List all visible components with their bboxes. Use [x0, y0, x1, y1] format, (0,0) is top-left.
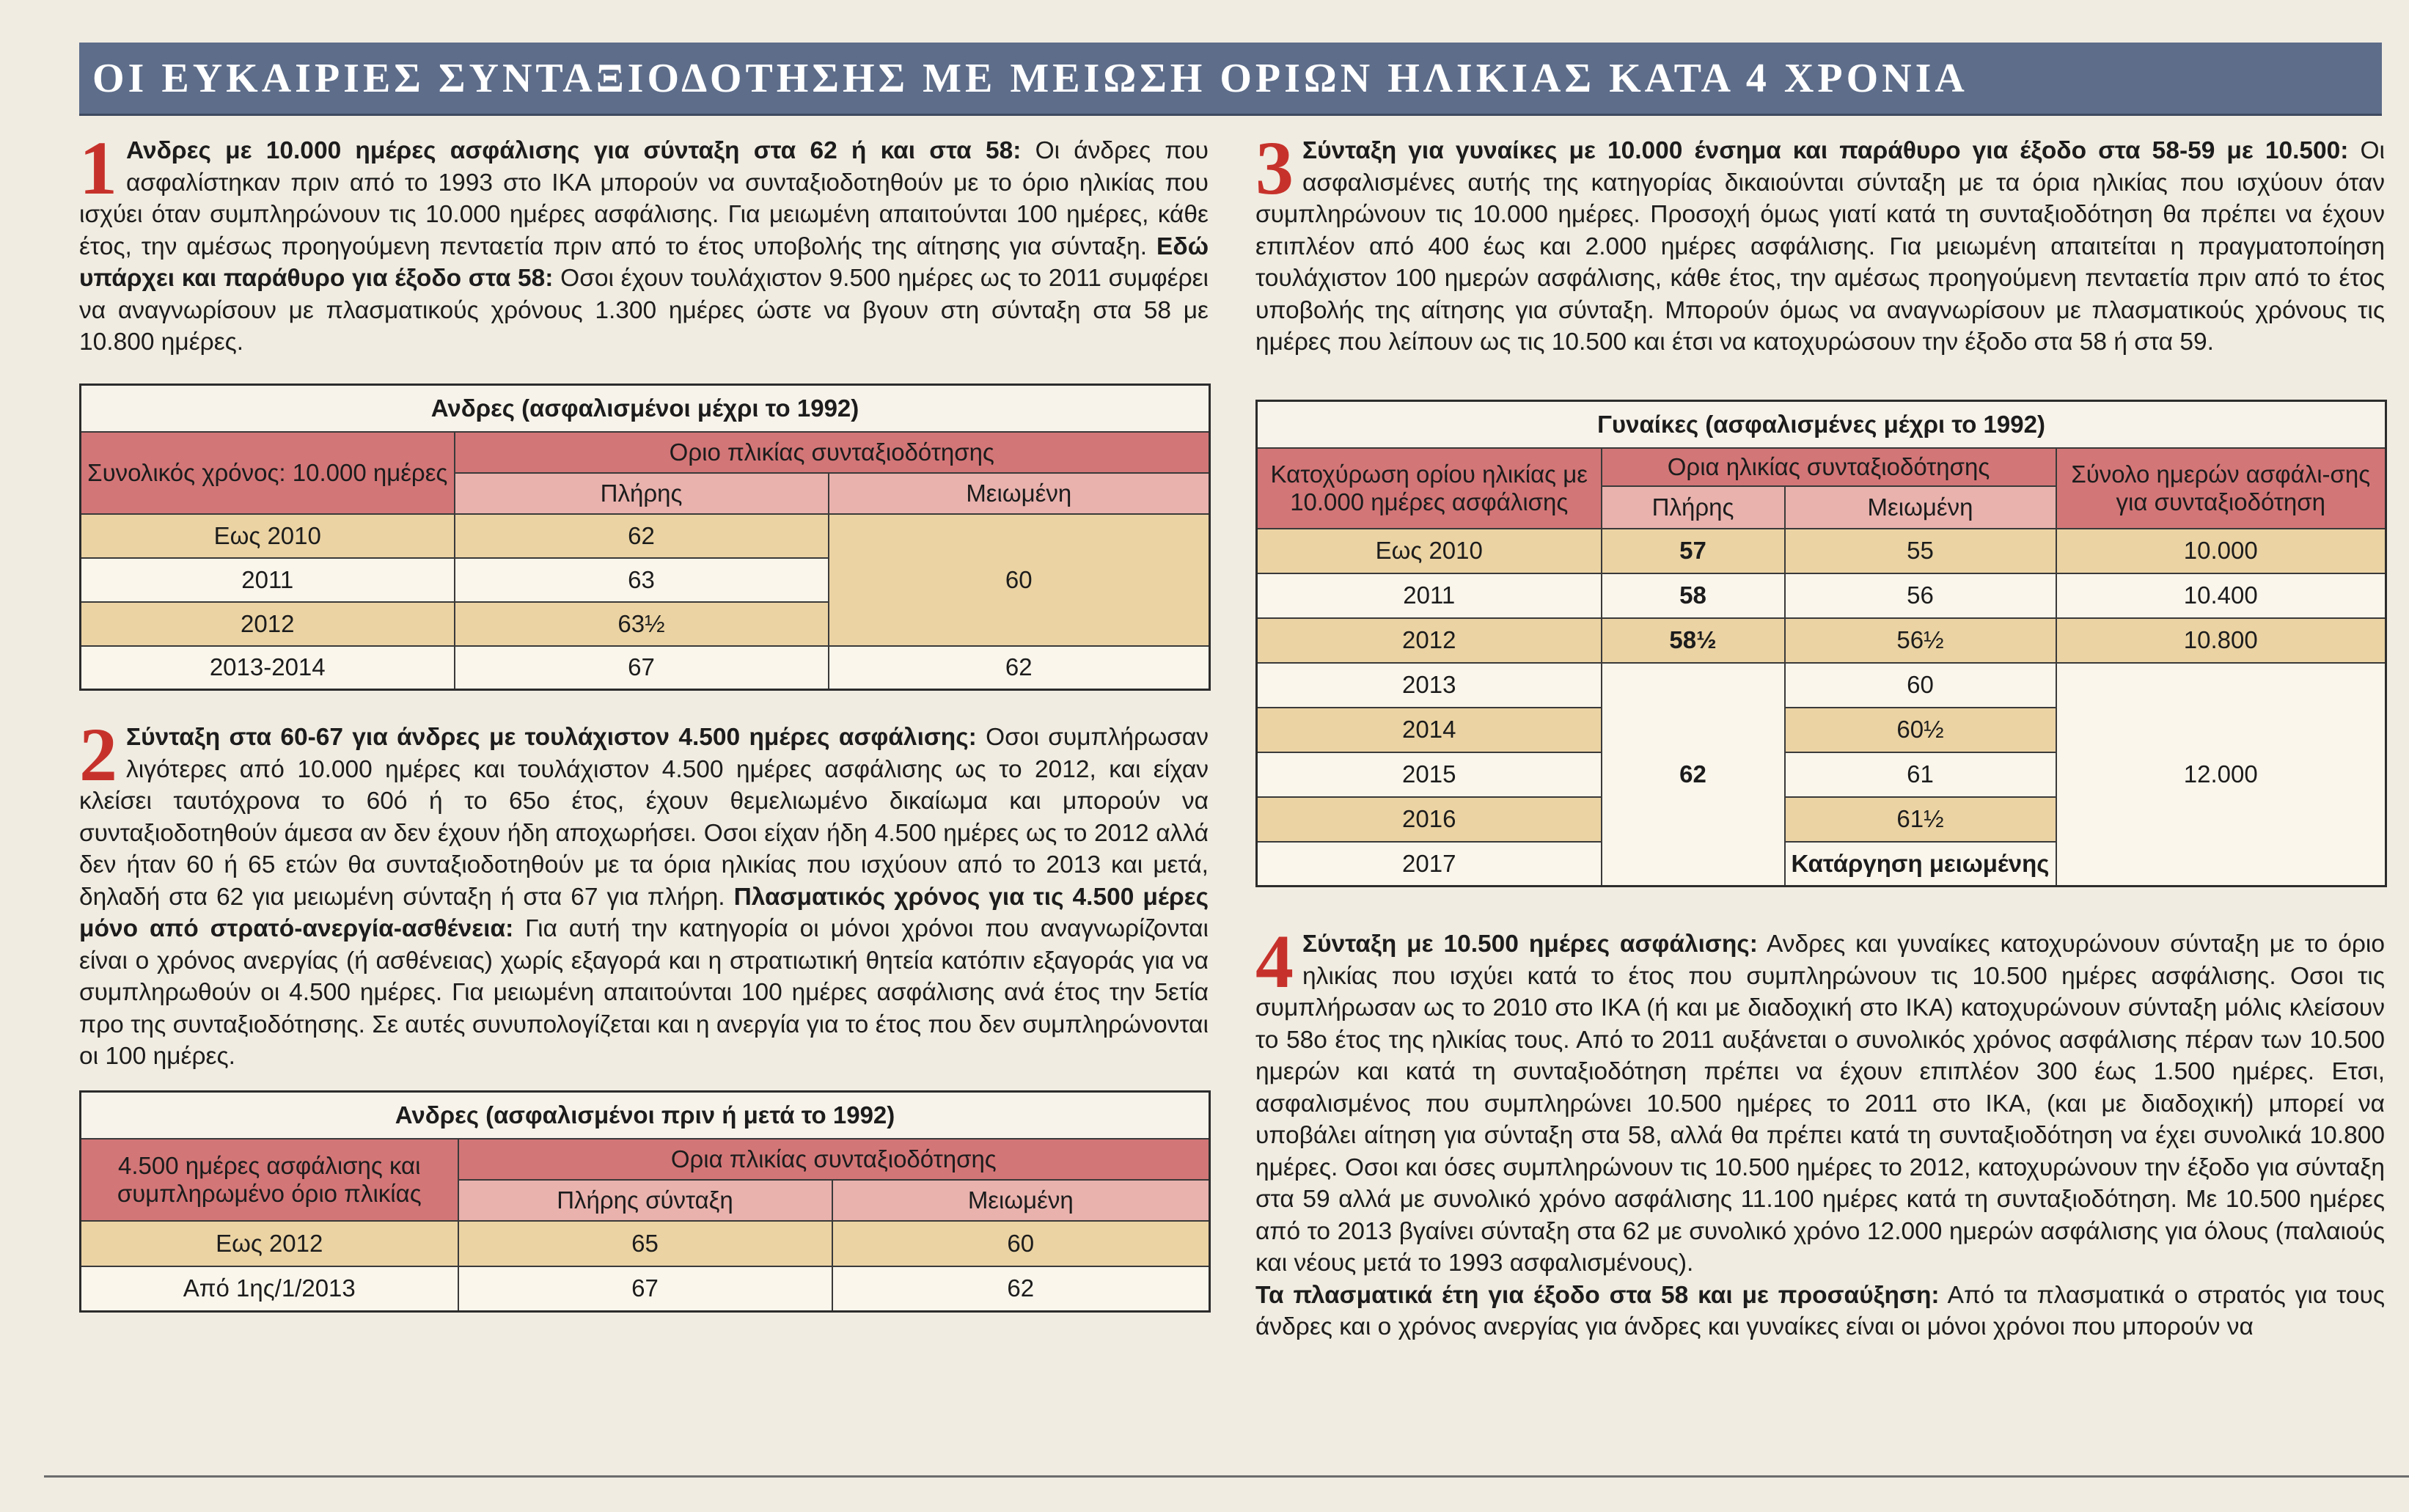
cell-full-merged: 62	[1602, 663, 1785, 887]
cell-full: 58½	[1602, 618, 1785, 663]
column-header-full: Πλήρης	[1602, 486, 1785, 529]
cell-full: 63	[455, 558, 829, 602]
cell-total: 10.400	[2056, 573, 2386, 618]
column-header-total: Σύνολο ημερών ασφάλι-σης για συνταξιοδότηση	[2056, 448, 2386, 529]
section-4	[1255, 920, 2385, 1343]
section-body: Οι ασφαλισμένες αυτής της κατηγορίας δικαιούνται σύνταξη με τα όρια ηλικίας που ισχύουν όταν συμπληρώνουν τις 10.000 ημέρες. Προσοχή όμως γιατί κατά τη συνταξιοδότηση θα πρέπει να έχουν επιπλέον από 400 έως και 2.000 ημέρες ασφάλισης. Για μειωμένη απαιτείται η πραγματοποίηση τουλάχιστον 100 ημερών ασφάλισης, κάθε έτος, την αμέσως προηγούμενη πενταετία πριν από το έτος υποβολής της αίτησης για σύνταξη. Μπορούν όμως να αναγνωρίσουν με πλασματικούς χρόνους τις ημέρες που λείπουν ως τις 10.500 και έτσι να κατοχυρώσουν την έξοδο στα 58 ή στα 59.	[1255, 137, 2385, 356]
column-header-reduced: Μειωμένη	[829, 473, 1210, 514]
column-header-reduced: Μειωμένη	[832, 1180, 1210, 1221]
section-heading: Σύνταξη στα 60-67 για άνδρες με τουλάχιστον 4.500 ημέρες ασφάλισης:	[126, 724, 977, 751]
section-number: 4	[1255, 920, 1294, 1004]
row-label: Εως 2010	[81, 514, 455, 558]
row-label: 2017	[1257, 842, 1602, 887]
row-label: 2016	[1257, 797, 1602, 842]
section-body: Οι άνδρες που ασφαλίστηκαν πριν από το 1993 στο ΙΚΑ μπορούν να συνταξιοδοτηθούν με το όριο ηλικίας που ισχύει όταν συμπληρώνουν τις 10.000 ημέρες ασφάλισης. Για μειωμένη απαιτούνται 100 ημέρες, κάθε έτος, την αμέσως προηγούμενη πενταετία πριν από το έτος υποβολής της αίτησης για σύνταξη.	[79, 137, 1209, 260]
table-men-before-after-1992	[79, 1090, 1211, 1313]
section-body: Οσοι συμπλήρωσαν λιγότερες από 10.000 ημέρες και τουλάχιστον 4.500 ημέρες ασφάλισης ως το 2012, και είχαν κλείσει ταυτόχρονα το 60ό ή το 65ο έτος, έχουν θεμελιωμένο δικαίωμα και μπορούν να συνταξιοδοτηθούν άμεσα αν δεν έχουν ήδη αποχωρήσει. Οσοι είχαν ήδη 4.500 ημέρες ως το 2012 αλλά δεν ήταν 60 ή 65 ετών θα συνταξιοδοτηθούν με τα όρια ηλικίας που ισχύουν από το 2013 και μετά, δηλαδή στα 62 για μειωμένη σύνταξη ή στα 67 για πλήρη.	[79, 724, 1209, 911]
cell-reduced: Κατάργηση μειωμένης	[1785, 842, 2056, 887]
table-title: Ανδρες (ασφαλισμένοι μέχρι το 1992)	[81, 384, 1210, 432]
column-header-full: Πλήρης σύνταξη	[458, 1180, 832, 1221]
row-label: 2015	[1257, 752, 1602, 797]
row-label: Εως 2012	[81, 1221, 458, 1266]
cell-full: 67	[458, 1266, 832, 1312]
section-subheading: Εδώ υπάρχει και παράθυρο για έξοδο στα 58:	[79, 232, 1209, 292]
row-label: 2011	[1257, 573, 1602, 618]
cell-total: 10.000	[2056, 529, 2386, 573]
cell-reduced: 56½	[1785, 618, 2056, 663]
section-2	[79, 713, 1209, 1073]
row-header-label: Συνολικός χρόνος: 10.000 ημέρες	[81, 432, 455, 514]
row-label: 2011	[81, 558, 455, 602]
cell-full: 57	[1602, 529, 1785, 573]
section-number: 2	[79, 713, 117, 797]
table-women-until-1992	[1255, 400, 2387, 888]
headline-title: ΟΙ ΕΥΚΑΙΡΙΕΣ ΣΥΝΤΑΞΙΟΔΟΤΗΣΗΣ ΜΕ ΜΕΙΩΣΗ ΟΡΙΩΝ ΗΛΙΚΙΑΣ ΚΑΤΑ 4 ΧΡΟΝΙΑ	[92, 55, 1968, 101]
row-label: Από 1ης/1/2013	[81, 1266, 458, 1312]
row-label: 2013-2014	[81, 646, 455, 690]
cell-full: 65	[458, 1221, 832, 1266]
section-subheading: Πλασματικός χρόνος για τις 4.500 μέρες μόνο από στρατό-ανεργία-ασθένεια:	[79, 883, 1209, 942]
cell-full: 58	[1602, 573, 1785, 618]
row-label: 2013	[1257, 663, 1602, 708]
group-header: Οριο πλικίας συνταξιοδότησης	[455, 432, 1210, 473]
row-label: 2012	[1257, 618, 1602, 663]
row-label: 2014	[1257, 708, 1602, 752]
section-number: 1	[79, 126, 117, 210]
cell-reduced: 62	[829, 646, 1210, 690]
section-heading: Ανδρες με 10.000 ημέρες ασφάλισης για σύνταξη στα 62 ή και στα 58:	[126, 137, 1022, 164]
left-column	[79, 126, 1209, 1313]
cell-reduced: 61½	[1785, 797, 2056, 842]
table-title: Γυναίκες (ασφαλισμένες μέχρι το 1992)	[1257, 400, 2386, 448]
cell-full: 63½	[455, 602, 829, 646]
cell-reduced: 61	[1785, 752, 2056, 797]
row-header-label: Κατοχύρωση ορίου ηλικίας με 10.000 ημέρες ασφάλισης	[1257, 448, 1602, 529]
group-header: Ορια ηλικίας συνταξιοδότησης	[1602, 448, 2056, 486]
right-column	[1255, 126, 2385, 1343]
section-body: Ανδρες και γυναίκες κατοχυρώνουν σύνταξη με το όριο ηλικίας που ισχύει κατά το έτος που συμπληρώνουν τις 10.500 ημέρες ασφάλισης. Οσοι τις συμπλήρωσαν ως το 2010 στο ΙΚΑ (ή και με διαδοχική στο ΙΚΑ) κατοχυρώνουν σύνταξη μόλις κλείσουν το 58ο έτος της ηλικίας τους. Από το 2011 αυξάνεται ο συνολικός χρόνος ασφάλισης πέραν των 10.500 ημερών και κατά τη συνταξιοδότηση πρέπει να έχουν επιπλέον 300 έως 1.500 ημέρες. Ετσι, ασφαλισμένος που συμπληρώνει 10.500 ημέρες το 2011 στο ΙΚΑ, (και με διαδοχική) μπορεί να υποβάλει αίτηση για σύνταξη στα 58, αλλά θα πρέπει κατά τη συνταξιοδότηση να έχει συνολικά 10.800 ημέρες. Οσοι και όσες συμπληρώνουν τις 10.500 ημέρες το 2012, κατοχυρώνουν την έξοδο για σύνταξη στα 59 αλλά με συνολικό χρόνο ασφάλισης 11.100 ημέρες κατά τη συνταξιοδότηση. Με 10.500 ημέρες από το 2013 βγαίνει σύνταξη στα 62 με συνολικό χρόνο 12.000 ημερών ασφάλισης για όλους (παλαιούς και νέους μετά το 1993 ασφαλισμένους).	[1255, 931, 2385, 1277]
section-body: Από τα πλασματικά ο στρατός για τους άνδρες και ο χρόνος ανεργίας για άνδρες και γυναίκες είναι οι μόνοι χρόνοι που μπορούν να	[1255, 1281, 2385, 1340]
section-1	[79, 126, 1209, 359]
section-number: 3	[1255, 126, 1294, 210]
cell-total: 10.800	[2056, 618, 2386, 663]
section-3	[1255, 126, 2385, 359]
cell-reduced-merged: 60	[829, 514, 1210, 646]
table-title: Ανδρες (ασφαλισμένοι πριν ή μετά το 1992)	[81, 1091, 1210, 1139]
cell-total-merged: 12.000	[2056, 663, 2386, 887]
cell-reduced: 55	[1785, 529, 2056, 573]
headline-banner	[79, 43, 2382, 116]
table-men-until-1992	[79, 383, 1211, 691]
cell-reduced: 62	[832, 1266, 1210, 1312]
cell-reduced: 60½	[1785, 708, 2056, 752]
cell-reduced: 60	[1785, 663, 2056, 708]
row-header-label: 4.500 ημέρες ασφάλισης και συμπληρωμένο όριο πλικίας	[81, 1139, 458, 1221]
section-body: Οσοι έχουν τουλάχιστον 9.500 ημέρες ως το 2011 συμφέρει να αναγνωρίσουν με πλασματικούς χρόνους 1.300 ημέρες ώστε να βγουν στη σύνταξη στα 58 με 10.800 ημέρες.	[79, 265, 1209, 356]
section-subheading: Τα πλασματικά έτη για έξοδο στα 58 και με προσαύξηση:	[1255, 1281, 1940, 1309]
row-label: Εως 2010	[1257, 529, 1602, 573]
cell-reduced: 60	[832, 1221, 1210, 1266]
page-bottom-rule	[44, 1475, 2409, 1478]
cell-full: 67	[455, 646, 829, 690]
section-body: Για αυτή την κατηγορία οι μόνοι χρόνοι που αναγνωρίζονται είναι ο χρόνος ανεργίας (ή ασθένειας) χωρίς εξαγορά και η στρατιωτική θητεία κατόπιν εξαγοράς για να συμπληρωθούν οι 4.500 ημέρες. Για μειωμένη απαιτούνται 100 ημέρες ασφάλισης ανά έτος την 5ετία προ της συνταξιοδότησης. Σε αυτές συνυπολογίζεται και η ανεργία για το έτος που δεν συμπληρώνονται οι 100 ημέρες.	[79, 915, 1209, 1070]
group-header: Ορια πλικίας συνταξιοδότησης	[458, 1139, 1210, 1180]
column-header-full: Πλήρης	[455, 473, 829, 514]
section-heading: Σύνταξη για γυναίκες με 10.000 ένσημα και παράθυρο για έξοδο στα 58-59 με 10.500:	[1302, 137, 2349, 164]
cell-reduced: 56	[1785, 573, 2056, 618]
column-header-reduced: Μειωμένη	[1785, 486, 2056, 529]
cell-full: 62	[455, 514, 829, 558]
row-label: 2012	[81, 602, 455, 646]
section-heading: Σύνταξη με 10.500 ημέρες ασφάλισης:	[1302, 931, 1758, 958]
